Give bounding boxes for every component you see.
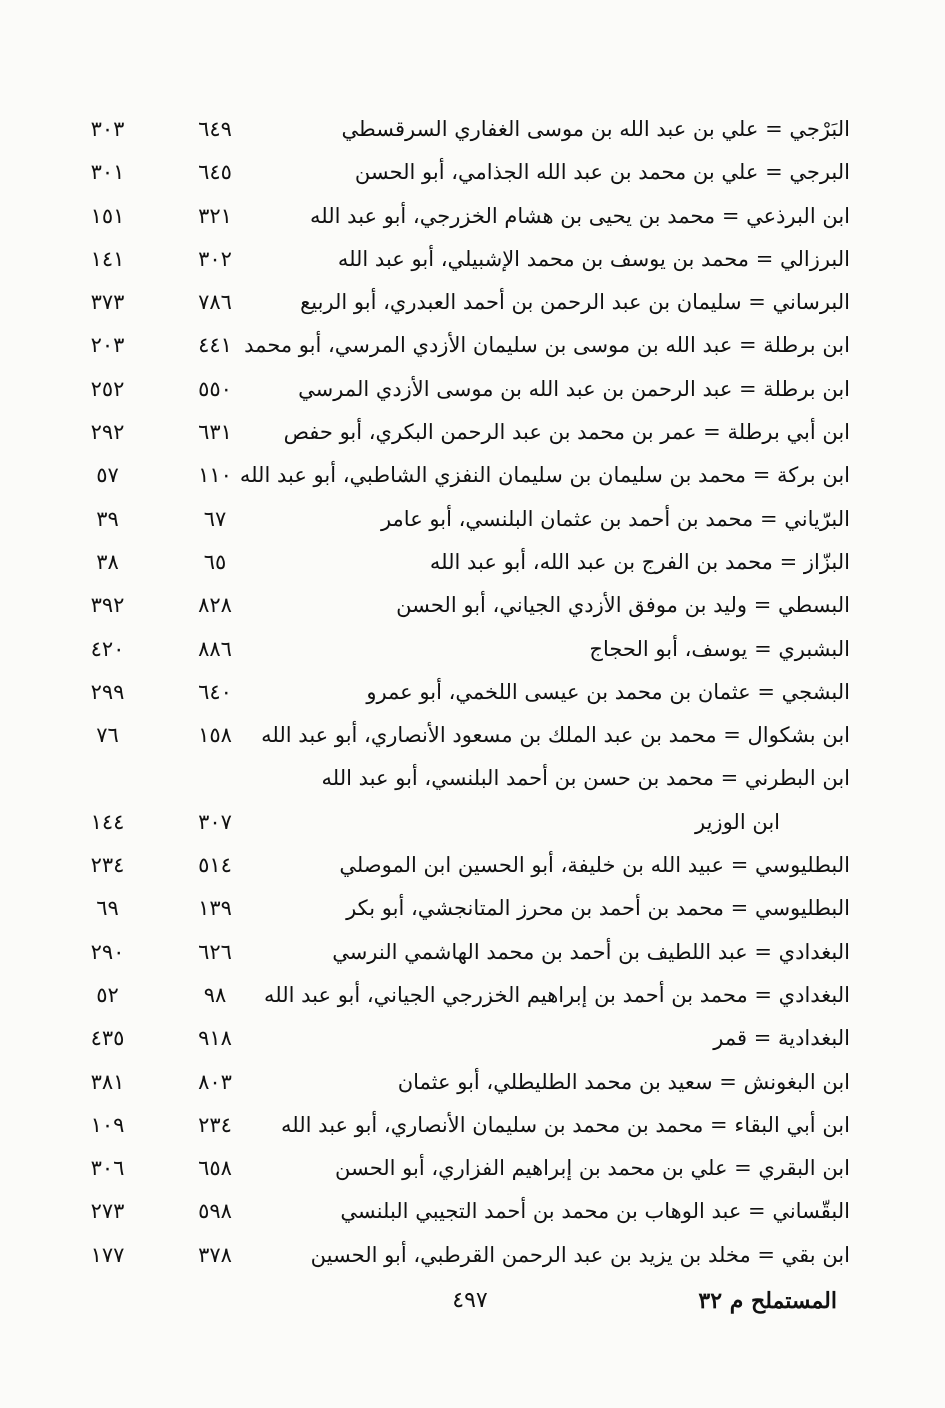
index-entry (70, 931, 850, 974)
entry-number: ٧٨٦ (198, 290, 232, 315)
page-footer (0, 1288, 945, 1328)
index-entry (70, 1104, 850, 1147)
index-entry (70, 411, 850, 454)
entry-page: ٤٢٠ (90, 636, 125, 661)
entry-page: ٣٠٦ (90, 1156, 125, 1181)
entry-name: ابن بشكوال = محمد بن عبد الملك بن مسعود الأنصاري، أبو عبد الله (261, 723, 850, 748)
index-entry (70, 498, 850, 541)
entry-name: البزّاز = محمد بن الفرج بن عبد الله، أبو عبد الله (429, 549, 850, 574)
entry-name: البرزالي = محمد بن يوسف بن محمد الإشبيلي، أبو عبد الله (337, 246, 850, 271)
index-entry (70, 1061, 850, 1104)
index-list (70, 108, 850, 1277)
entry-page: ٢٠٣ (90, 333, 125, 358)
index-entry (70, 324, 850, 367)
index-entry (70, 1234, 850, 1277)
entry-number: ٣٠٢ (198, 246, 232, 271)
index-entry (70, 671, 850, 714)
entry-name: البرّياني = محمد بن أحمد بن عثمان البلنسي، أبو عامر (380, 506, 850, 531)
entry-name: ابن البطرني = محمد بن حسن بن أحمد البلنسي، أبو عبد الله (321, 766, 850, 791)
entry-number: ٦٥٨ (198, 1156, 232, 1181)
entry-name: ابن الوزير (695, 809, 780, 834)
entry-number: ١٣٩ (198, 896, 232, 921)
entry-page: ١٥١ (90, 203, 125, 228)
entry-page: ٦٩ (96, 896, 119, 921)
index-entry (70, 454, 850, 497)
entry-page: ٣٩ (96, 506, 119, 531)
entry-name: ابن البقري = علي بن محمد بن إبراهيم الفزاري، أبو الحسن (334, 1156, 850, 1181)
index-entry (70, 801, 850, 844)
entry-name: ابن أبي البقاء = محمد بن محمد بن سليمان الأنصاري، أبو عبد الله (281, 1112, 850, 1137)
entry-name: البرساني = سليمان بن عبد الرحمن بن أحمد العبدري، أبو الربيع (300, 290, 850, 315)
index-entry (70, 238, 850, 281)
entry-page: ٣٨١ (90, 1069, 125, 1094)
entry-number: ٦٥ (203, 549, 227, 574)
index-entry (70, 1190, 850, 1233)
index-entry (70, 368, 850, 411)
entry-name: ابن البغونش = سعيد بن محمد الطليطلي، أبو عثمان (397, 1069, 850, 1094)
entry-number: ٥٩٨ (198, 1199, 232, 1224)
entry-number: ٣٧٨ (198, 1242, 232, 1267)
entry-number: ٨٠٣ (198, 1069, 232, 1094)
entry-page: ٢٩٩ (90, 679, 125, 704)
entry-name: ابن برطلة = عبد الله بن موسى بن سليمان الأزدي المرسي، أبو محمد (244, 333, 850, 358)
entry-name: ابن بقي = مخلد بن يزيد بن عبد الرحمن القرطبي، أبو الحسين (310, 1242, 850, 1267)
entry-page: ٣٨ (96, 549, 119, 574)
index-entry (70, 757, 850, 800)
entry-name: البشبري = يوسف، أبو الحجاج (589, 636, 850, 661)
entry-name: ابن برطلة = عبد الرحمن بن عبد الله بن موسى الأزدي المرسي (298, 376, 850, 401)
entry-number: ٦٤٥ (198, 160, 232, 185)
entry-name: البسطي = وليد بن موفق الأزدي الجياني، أبو الحسن (396, 593, 850, 618)
index-entry (70, 584, 850, 627)
entry-page: ١٧٧ (90, 1242, 125, 1267)
entry-number: ٩٨ (203, 982, 227, 1007)
entry-page: ١٠٩ (90, 1112, 125, 1137)
entry-name: البغدادي = محمد بن أحمد بن إبراهيم الخزرجي الجياني، أبو عبد الله (264, 982, 850, 1007)
entry-name: ابن البرذعي = محمد بن يحيى بن هشام الخزرجي، أبو عبد الله (310, 203, 850, 228)
entry-page: ٣٠٣ (90, 117, 125, 141)
entry-name: البغدادية = قمر (713, 1026, 850, 1051)
entry-page: ٢٧٣ (90, 1199, 125, 1224)
entry-name: البشجي = عثمان بن محمد بن عيسى اللخمي، أبو عمرو (366, 679, 850, 704)
index-entry (70, 714, 850, 757)
entry-name: البقّساني = عبد الوهاب بن محمد بن أحمد التجيبي البلنسي (340, 1199, 850, 1224)
entry-page: ٢٩٢ (90, 420, 125, 445)
entry-page: ٣٩٢ (90, 593, 125, 618)
entry-number: ٤٤١ (198, 333, 232, 358)
entry-number: ٥١٤ (198, 853, 232, 878)
entry-name: البطليوسي = عبيد الله بن خليفة، أبو الحسين ابن الموصلي (339, 853, 850, 878)
entry-name: البطليوسي = محمد بن أحمد بن محرز المتانجشي، أبو بكر (346, 896, 850, 921)
index-entry (70, 844, 850, 887)
entry-number: ٢٣٤ (198, 1112, 232, 1137)
entry-number: ٦٢٦ (198, 939, 232, 964)
entry-number: ١١٠ (198, 463, 232, 488)
page-number: ٤٩٧ (452, 1288, 488, 1313)
entry-page: ٥٧ (96, 463, 119, 488)
index-entry (70, 974, 850, 1017)
index-entry (70, 281, 850, 324)
entry-name: ابن أبي برطلة = عمر بن محمد بن عبد الرحمن البكري، أبو حفص (283, 420, 850, 445)
entry-name: البغدادي = عبد اللطيف بن أحمد بن محمد الهاشمي النرسي (332, 939, 850, 964)
entry-page: ٢٩٠ (90, 939, 125, 964)
entry-number: ٦٤٠ (198, 679, 232, 704)
index-entry (70, 541, 850, 584)
entry-number: ٣٠٧ (198, 809, 232, 834)
entry-page: ٢٥٢ (90, 376, 125, 401)
entry-number: ٨٢٨ (198, 593, 232, 618)
index-entry (70, 108, 850, 151)
entry-name: البرجي = علي بن محمد بن عبد الله الجذامي، أبو الحسن (354, 160, 850, 185)
entry-name: ابن بركة = محمد بن سليمان بن سليمان النفزي الشاطبي، أبو عبد الله (239, 463, 850, 488)
entry-page: ١٤١ (90, 246, 125, 271)
entry-page: ٢٣٤ (90, 853, 125, 878)
entry-page: ٧٦ (96, 723, 119, 748)
index-entry (70, 1017, 850, 1060)
signature-mark: المستملح م ٣٢ (698, 1288, 837, 1314)
entry-number: ٩١٨ (198, 1026, 232, 1051)
entry-number: ٣٢١ (198, 203, 232, 228)
entry-number: ٨٨٦ (198, 636, 232, 661)
entry-page: ٣٠١ (90, 160, 125, 185)
index-entry (70, 195, 850, 238)
index-entry (70, 628, 850, 671)
index-entry (70, 887, 850, 930)
entry-page: ٥٢ (96, 982, 119, 1007)
entry-page: ٤٣٥ (90, 1026, 125, 1051)
entry-number: ١٥٨ (198, 723, 232, 748)
entry-page: ١٤٤ (90, 809, 125, 834)
entry-number: ٦٣١ (198, 420, 232, 445)
entry-number: ٦٧ (203, 506, 227, 531)
index-entry (70, 1147, 850, 1190)
index-entry (70, 151, 850, 194)
entry-page: ٣٧٣ (90, 290, 125, 315)
entry-name: البَرْجي = علي بن عبد الله بن موسى الغفاري السرقسطي (341, 117, 850, 141)
entry-number: ٥٥٠ (198, 376, 232, 401)
entry-number: ٦٤٩ (198, 117, 232, 141)
